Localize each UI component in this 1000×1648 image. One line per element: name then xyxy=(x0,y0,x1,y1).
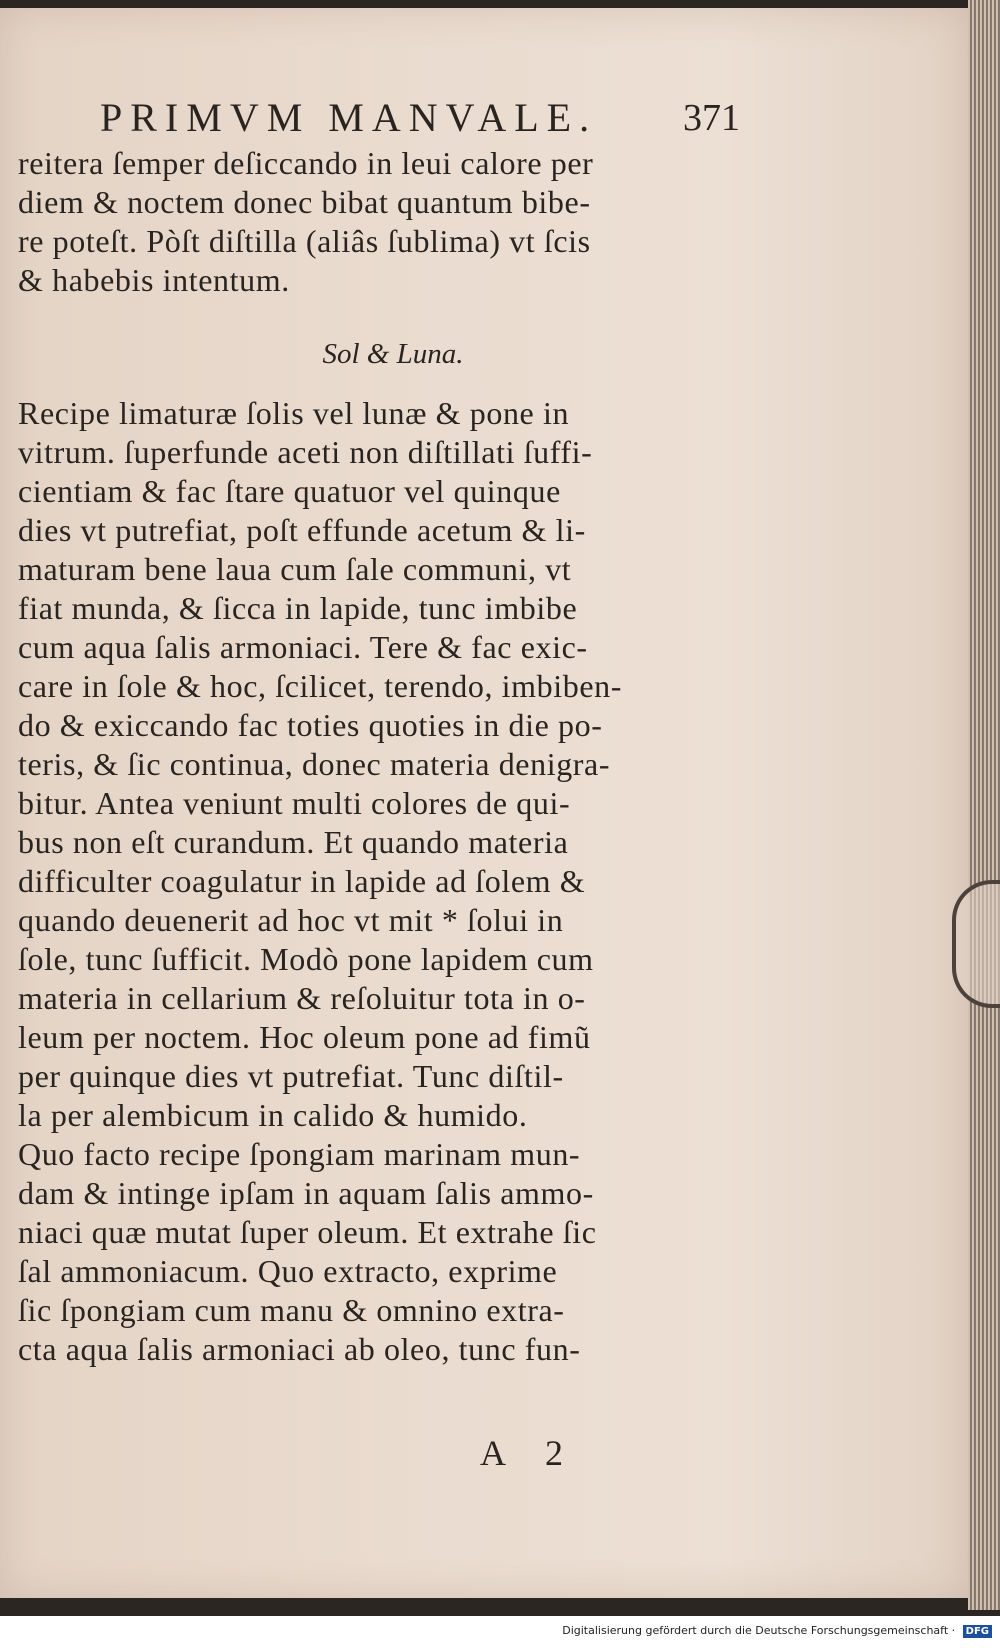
text-line: la per alembicum in calido & humido. xyxy=(18,1097,528,1133)
text-line: & habebis intentum. xyxy=(18,262,290,298)
text-line: quando deuenerit ad hoc vt mit * ſolui in xyxy=(18,902,564,938)
text-line: maturam bene laua cum ſale communi, vt xyxy=(18,551,572,587)
text-line: ſole, tunc ſufficit. Modò pone lapidem cum xyxy=(18,941,594,977)
text-line: dies vt putrefiat, poſt effunde acetum & li- xyxy=(18,512,586,548)
book-page xyxy=(0,8,971,1598)
page-edges xyxy=(968,0,1000,1610)
text-line: ſal ammoniacum. Quo extracto, exprime xyxy=(18,1253,558,1289)
footer-credit-text: Digitalisierung gefördert durch die Deutsche Forschungsgemeinschaft · xyxy=(562,1624,956,1637)
text-line: re poteſt. Pòſt diſtilla (aliâs ſublima) vt ſcis xyxy=(18,223,591,259)
header-title: PRIMVM MANVALE. xyxy=(100,95,598,140)
text-line: difficulter coagulatur in lapide ad ſolem & xyxy=(18,863,586,899)
text-line: niaci quæ mutat ſuper oleum. Et extrahe ſic xyxy=(18,1214,597,1250)
text-line: bitur. Antea veniunt multi colores de qui- xyxy=(18,785,571,821)
text-line: do & exiccando fac toties quoties in die po- xyxy=(18,707,603,743)
text-line: cta aqua ſalis armoniaci ab oleo, tunc fun- xyxy=(18,1331,581,1367)
page-number: 371 xyxy=(683,97,740,139)
text-line: Quo facto recipe ſpongiam marinam mun- xyxy=(18,1136,581,1172)
text-line: Recipe limaturæ ſolis vel lunæ & pone in xyxy=(18,395,570,431)
text-line: bus non eſt curandum. Et quando materia xyxy=(18,824,569,860)
signature-mark: A 2 xyxy=(480,1433,580,1473)
text-line: cum aqua ſalis armoniaci. Tere & fac exic- xyxy=(18,629,588,665)
text-line: materia in cellarium & reſoluitur tota in o- xyxy=(18,980,586,1016)
text-line: leum per noctem. Hoc oleum pone ad fimũ xyxy=(18,1019,591,1055)
text-line: ſic ſpongiam cum manu & omnino extra- xyxy=(18,1292,565,1328)
paragraph-1 xyxy=(18,144,593,300)
text-line: fiat munda, & ſicca in lapide, tunc imbibe xyxy=(18,590,578,626)
text-line: diem & noctem donec bibat quantum bibe- xyxy=(18,184,591,220)
text-line: reitera ſemper deſiccando in leui calore per xyxy=(18,145,594,181)
text-line: teris, & ſic continua, donec materia denigra- xyxy=(18,746,611,782)
footer-bar xyxy=(0,1616,1000,1648)
text-line: cientiam & fac ſtare quatuor vel quinque xyxy=(18,473,561,509)
footer-credit xyxy=(562,1624,992,1638)
text-line: per quinque dies vt putrefiat. Tunc diſtil- xyxy=(18,1058,564,1094)
running-header xyxy=(100,94,740,144)
text-line: dam & intinge ipſam in aquam ſalis ammo- xyxy=(18,1175,594,1211)
text-line: care in ſole & hoc, ſcilicet, terendo, imbiben- xyxy=(18,668,622,704)
dfg-logo: DFG xyxy=(963,1625,992,1638)
section-heading: Sol & Luna. xyxy=(322,338,464,370)
text-line: vitrum. ſuperfunde aceti non diſtillati ſuffi- xyxy=(18,434,593,470)
paragraph-2 xyxy=(18,394,622,1369)
book-clip xyxy=(952,880,1000,1008)
